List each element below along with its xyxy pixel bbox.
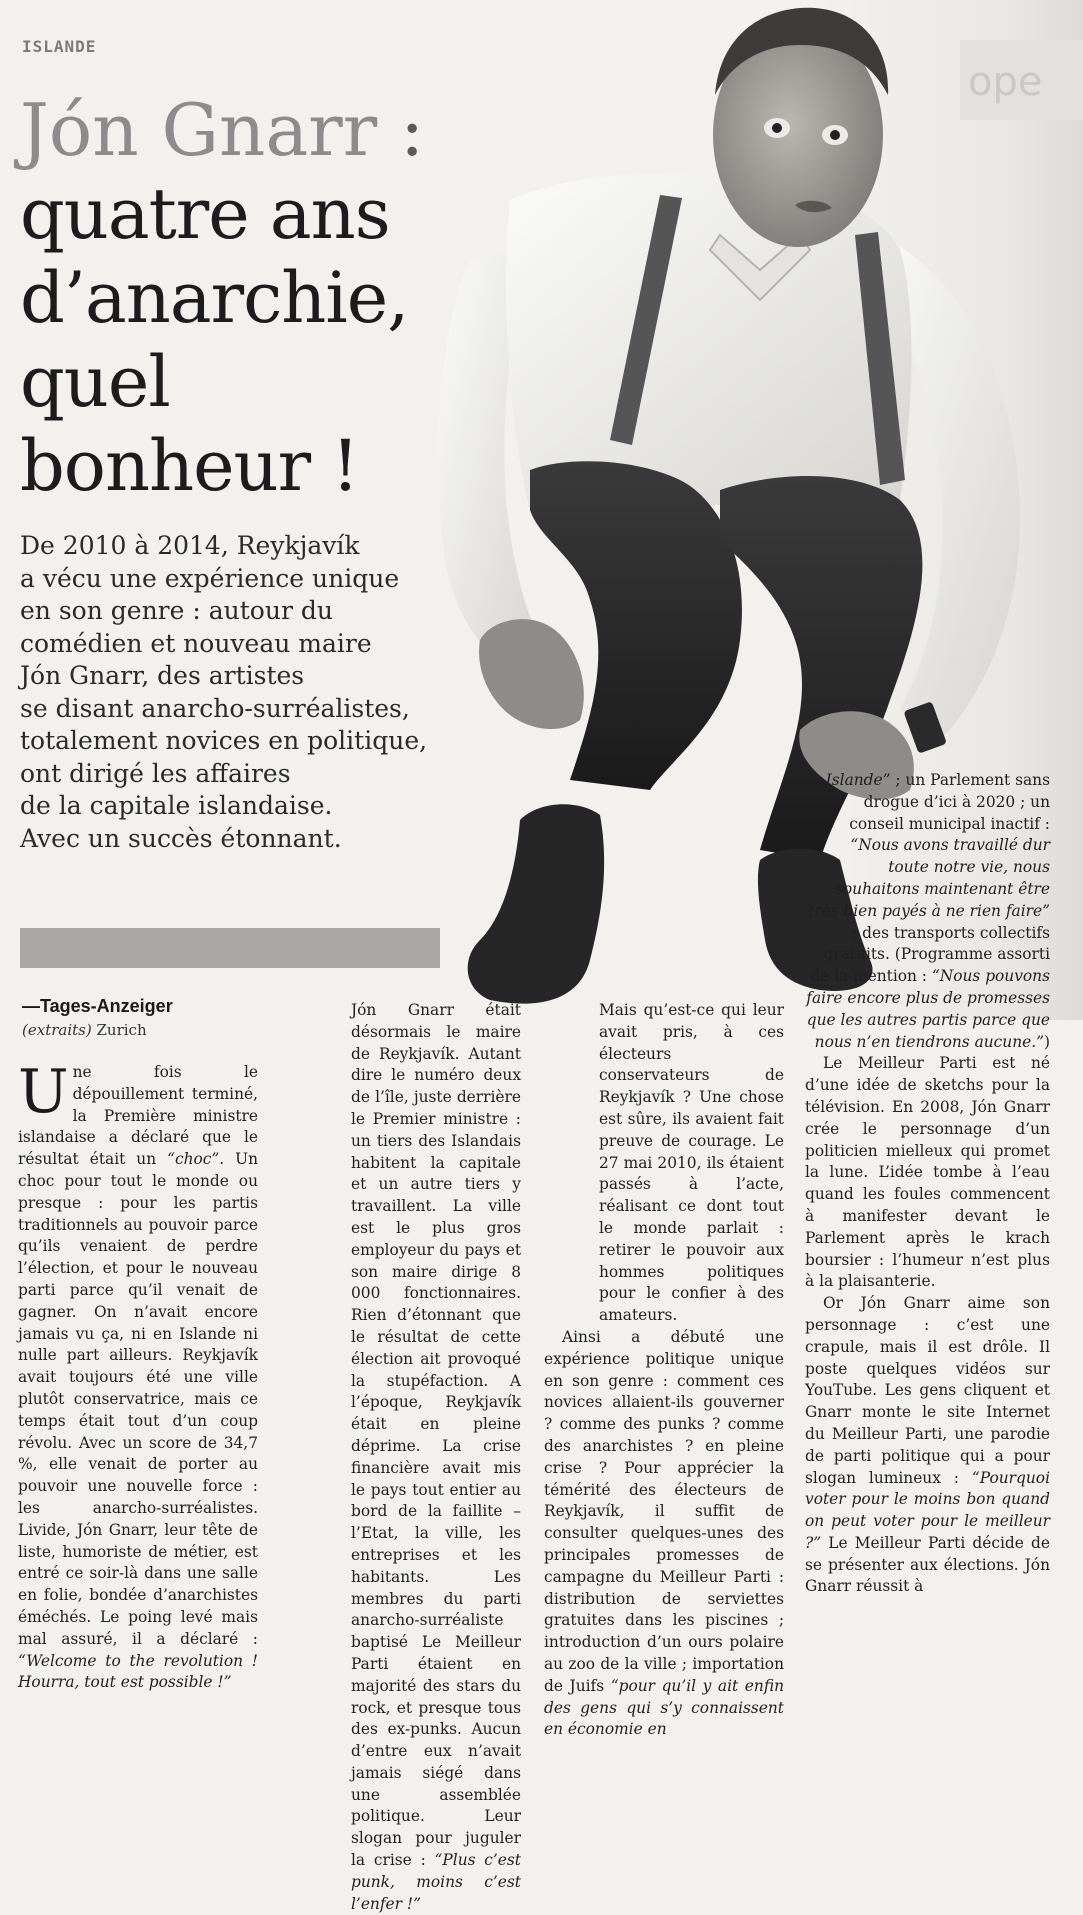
drop-cap: U [18, 1057, 69, 1127]
headline-line: quatre ans [20, 173, 390, 255]
svg-text:ope: ope [968, 59, 1043, 105]
paragraph-text: . Un choc pour tout le monde ou presque : pour les partis traditionnels au pouvoir parce qu’ils venaient de perdre l’élection, et pour le nouveau parti parce qu’il venait de gagner. On n’avait encore jamais vu ça, ni en Islande ni nulle part ailleurs. Reykjavík avait toujours été une ville plutôt conservatrice, mais ce temps était tout d’un coup révolu. Avec un score de 34,7 %, elle venait de porter au pouvoir une nouvelle force : les anarcho-surréalistes. Livide, Jón Gnarr, leur tête de liste, humoriste de métier, est entré ce soir-là dans une salle en folie, bondée d’anarchistes éméchés. Le poing levé mais mal assuré, il a déclaré : [18, 1150, 259, 1648]
quote: “pour qu’il y ait enfin des gens qui s’y connaissent en économie en [544, 1676, 784, 1739]
headline-name-text: Jón Gnarr [20, 88, 378, 172]
paragraph-text: Le Meilleur Parti décide de se présenter aux élections. Jón Gnarr réussit à [805, 1533, 1050, 1596]
headline-line: quel [20, 341, 170, 423]
paragraph: Le Meilleur Parti est né d’une idée de sketchs pour la télévision. En 2008, Jón Gnarr crée le personnage d’un politicien mielleux qui promet la lune. L’idée tombe à l’eau quand les foules commencent à manifester devant le Parlement après le krach boursier : l’humeur n’est plus à la plaisanterie. [805, 1054, 1050, 1291]
headline-name [20, 88, 424, 172]
quote: “Plus c’est punk, moins c’est l’enfer !” [351, 1851, 521, 1913]
section-rubric: ISLANDE [22, 37, 97, 56]
quote: “Pourquoi voter pour le moins bon quand on peut voter pour le meilleur ?” [805, 1468, 1050, 1552]
source-name: —Tages-Anzeiger [22, 996, 173, 1016]
article-column-4 [805, 770, 1050, 1598]
paragraph-text: ; un Parlement sans drogue d’ici à 2020 ; un conseil municipal inactif : [849, 771, 1050, 833]
standfirst-line: comédien et nouveau maire [20, 628, 372, 658]
source-extracts: (extraits) [22, 1021, 92, 1039]
headline [20, 172, 440, 508]
quote: “choc” [167, 1150, 220, 1169]
paragraph [805, 1293, 1050, 1598]
article-column-2 [281, 1000, 521, 1915]
paragraph-text: Ainsi a débuté une expérience politique unique en son genre : comment ces novices allaient-ils gouverner ? comme des punks ? comme des anarchistes ? en pleine crise ? Pour apprécier la témérité des électeurs de Reykjavík, il suffit de consulter quelques-unes des principales promesses de campagne du Meilleur Parti : distribution de serviettes gratuites dans les piscines ; introduction d’un ours polaire au zoo de la ville ; importation de Juifs [544, 1327, 784, 1695]
paragraph-text: ; des transports collectifs gratuits. (Programme assorti de la mention : [810, 923, 1050, 986]
standfirst-line: de la capitale islandaise. [20, 791, 333, 820]
paragraph-text: ne fois le dépouillement terminé, la Première ministre islandaise a déclaré que le résultat était un [18, 1063, 258, 1169]
paragraph-text: Or Jón Gnarr aime son personnage : c’est une crapule, mais il est drôle. Il poste quelques vidéos sur YouTube. Les gens cliquent et Gnarr monte le site Internet du Meilleur Parti, une parodie de parti politique qui a pour slogan lumineux : [805, 1294, 1050, 1487]
article-column-3 [544, 1000, 784, 1741]
headline-line: bonheur ! [20, 425, 359, 507]
standfirst-line: totalement novices en politique, [20, 726, 428, 755]
standfirst [20, 530, 440, 855]
standfirst-line: se disant anarcho-surréalistes, [20, 693, 410, 723]
paragraph: Mais qu’est-ce qui leur avait pris, à ces électeurs conservateurs de Reykjavík ? Une chose est sûre, ils avaient fait preuve de courage. Le 27 mai 2010, ils étaient passés à l’acte, réalisant ce dont tout le monde parlait : retirer le pouvoir aux hommes politiques pour le confier à des amateurs. [599, 1001, 784, 1325]
standfirst-line: Avec un succès étonnant. [20, 823, 342, 853]
source-credit [22, 996, 272, 1039]
quote: “Nous pouvons faire encore plus de promesses que les autres partis parce que nous n’en tiendrons aucune.” [806, 967, 1050, 1051]
paragraph [544, 1327, 784, 1741]
standfirst-line: en son genre : autour du [20, 596, 333, 625]
headline-line: d’anarchie, [20, 257, 409, 339]
quote: “Welcome to the revolution ! Hourra, tout est possible !” [18, 1651, 258, 1692]
quote: Islande” [825, 771, 891, 789]
paragraph-text: Jón Gnarr était désormais le maire de Reykjavík. Autant dire le numéro deux de l’île, juste derrière le Premier ministre : un tiers des Islandais habitent la capitale et un autre tiers y travaillent. La ville est le plus gros employeur du pays et son maire dirige 8 000 fonctionnaires. Rien d’étonnant que le résultat de cette élection ait provoqué la stupéfaction. A l’époque, Reykjavík était en pleine déprime. La crise financière avait mis le pays tout entier au bord de la faillite – l’Etat, la ville, les entreprises et les habitants. Les membres du parti anarcho-surréaliste baptisé Le Meilleur Parti étaient en majorité des stars du rock, et presque tous des ex-punks. Aucun d’entre eux n’avait jamais siégé dans une assemblée politique. Leur slogan pour juguler la crise : [351, 1001, 521, 1870]
paragraph [281, 1000, 521, 1915]
decorative-band [20, 928, 440, 968]
quote: “Nous avons travaillé dur toute notre vie, nous souhaitons maintenant être très bien payés à ne rien faire” [807, 836, 1050, 920]
standfirst-line: ont dirigé les affaires [20, 758, 291, 788]
paragraph [805, 770, 1050, 1053]
headline-colon: : [377, 88, 425, 172]
standfirst-line: De 2010 à 2014, Reykjavík [20, 531, 360, 560]
source-sub [22, 1021, 272, 1039]
source-city: Zurich [96, 1021, 147, 1039]
article-column-1 [18, 1057, 259, 1694]
standfirst-line: Jón Gnarr, des artistes [20, 661, 305, 690]
paragraph [18, 1057, 259, 1694]
paragraph-text: ) [1043, 1032, 1050, 1051]
standfirst-line: a vécu une expérience unique [20, 563, 400, 593]
